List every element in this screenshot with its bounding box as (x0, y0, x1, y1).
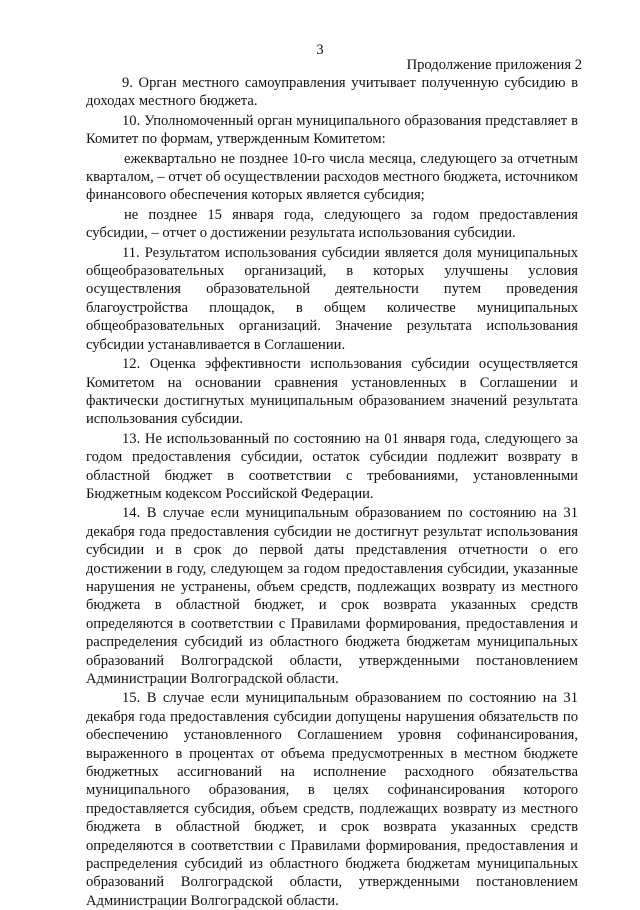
paragraph-10: 10. Уполномоченный орган муниципального образования представляет в Комитет по формам, утвержденным Комитетом: (86, 112, 578, 148)
paragraph-15: 15. В случае если муниципальным образованием по состоянию на 31 декабря года предоставления субсидии допущены нарушения обязательств по обеспечению установленного Соглашением уровня софинансирования, выраженного в процентах от объема предусмотренных в местном бюджете бюджетных ассигнований на исполнение расходного обязательства муниципального образования, в целях софинансирования которого предоставляется субсидия, объем средств, подлежащих возврату из местного бюджета в областной бюджет, и срок возврата указанных средств определяются в соответствии с Правилами формирования, предоставления и распределения субсидий из областного бюджета бюджетам муниципальных образований Волгоградской области, утвержденными постановлением Администрации Волгоградской области. (86, 690, 578, 909)
paragraph-13: 13. Не использованный по состоянию на 01 января года, следующего за годом предоставления субсидии, остаток субсидии подлежит возврату в областной бюджет в соответствии с требованиями, установленными Бюджетным кодексом Российской Федерации. (86, 430, 578, 502)
paragraph-10-quarterly-report: ежеквартально не позднее 10-го числа месяца, следующего за отчетным кварталом, – отчет об осуществлении расходов местного бюджета, источником финансового обеспечения которых является субсидия; (86, 150, 578, 204)
paragraph-12: 12. Оценка эффективности использования субсидии осуществляется Комитетом на основании сравнения установленных в Соглашении и фактически достигнутых муниципальным образованием значений результата использования субсидии. (86, 356, 578, 428)
appendix-continuation-label: Продолжение приложения 2 (406, 57, 582, 73)
paragraph-9: 9. Орган местного самоуправления учитывает полученную субсидию в доходах местного бюджета. (86, 75, 578, 110)
page-number: 3 (316, 42, 324, 58)
paragraph-11: 11. Результатом использования субсидии является доля муниципальных общеобразовательных организаций, в которых улучшены условия осуществления образовательной деятельности путем проведения благоустройства площадок, в общем количестве муниципальных общеобразовательных организаций. Значение результата использования субсидии устанавливается в Соглашении. (86, 244, 578, 353)
paragraph-14: 14. В случае если муниципальным образованием по состоянию на 31 декабря года предоставления субсидии не достигнут результат использования субсидии и в срок до первой даты представления отчетности о его достижении в году, следующем за годом предоставления субсидии, указанные нарушения не устранены, объем средств, подлежащих возврату из местного бюджета в областной бюджет, и срок возврата указанных средств определяются в соответствии с Правилами формирования, предоставления и распределения субсидий из областного бюджета бюджетам муниципальных образований Волгоградской области, утвержденными постановлением Администрации Волгоградской области. (86, 505, 578, 687)
document-body (86, 74, 578, 910)
paragraph-10-annual-report: не позднее 15 января года, следующего за годом предоставления субсидии, – отчет о достижении результата использования субсидии. (86, 206, 578, 242)
